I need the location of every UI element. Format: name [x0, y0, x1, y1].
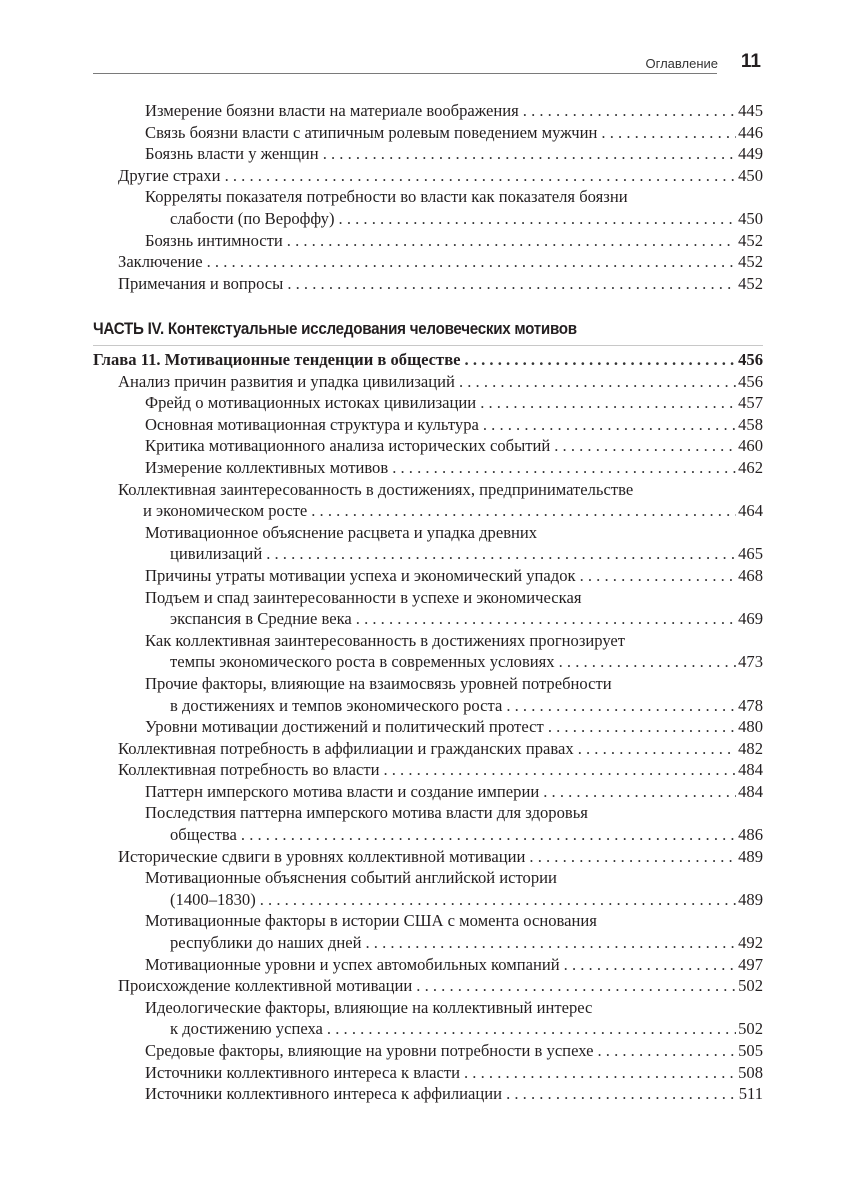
toc-entry-title: Глава 11. Мотивационные тенденции в обществе	[93, 350, 461, 369]
toc-entry-title: в достижениях и темпов экономического роста	[170, 695, 503, 715]
toc-entry-title: Мотивационные факторы в истории США с момента основания	[145, 911, 597, 931]
toc-entry-title: Измерение коллективных мотивов	[145, 457, 389, 477]
leader-dots	[225, 165, 737, 187]
toc-entry[interactable]	[93, 954, 763, 976]
leader-dots	[506, 695, 736, 717]
toc-entry-page: 457	[738, 393, 763, 413]
toc-entry-title: Исторические сдвиги в уровнях коллективной мотивации	[118, 846, 526, 866]
toc-entry-title: Идеологические факторы, влияющие на коллективный интерес	[145, 997, 593, 1017]
toc-entry-page: 502	[738, 1019, 763, 1039]
toc-entry[interactable]	[93, 414, 763, 436]
header-rule	[93, 73, 717, 74]
toc-entry-title: Коллективная потребность во власти	[118, 760, 380, 780]
toc-entry-page: 484	[738, 760, 763, 780]
toc-entry-page: 508	[738, 1062, 763, 1082]
toc-entry-page: 452	[738, 230, 763, 250]
leader-dots	[266, 543, 736, 565]
leader-dots	[207, 251, 736, 273]
toc-entry[interactable]	[93, 565, 763, 587]
toc-entry-title: Как коллективная заинтересованность в достижениях прогнозирует	[145, 630, 626, 650]
toc-entry-page: 469	[738, 609, 763, 629]
toc-entry[interactable]	[93, 186, 763, 229]
toc-entry-page: 468	[738, 565, 763, 585]
toc-entry-title: Фрейд о мотивационных истоках цивилизации	[145, 393, 477, 413]
toc-entry-title: Основная мотивационная структура и культура	[145, 414, 479, 434]
toc-entry[interactable]	[93, 100, 763, 122]
toc-entry-title: Заключение	[118, 252, 203, 272]
toc-entry-title: Корреляты показателя потребности во власти как показателя боязни	[145, 187, 628, 207]
leader-dots	[383, 759, 736, 781]
toc-entry-page: 484	[738, 781, 763, 801]
toc-entry-title: экспансия в Средние века	[170, 609, 352, 629]
toc-entry-page: 497	[738, 954, 763, 974]
page-number: 11	[740, 51, 761, 72]
toc-entry-title: Источники коллективного интереса к аффилиации	[145, 1084, 503, 1104]
toc-entry-page: 482	[738, 738, 763, 758]
toc-entry-title: цивилизаций	[170, 544, 263, 564]
toc-entry-title: Паттерн имперского мотива власти и создание империи	[145, 781, 540, 801]
leader-dots	[564, 954, 736, 976]
leader-dots	[339, 208, 737, 230]
toc-entry-title: Критика мотивационного анализа исторических событий	[145, 436, 551, 456]
toc-entry[interactable]	[93, 143, 763, 165]
toc-entry-page: 480	[738, 717, 763, 737]
toc-entry-page: 456	[738, 371, 763, 391]
leader-dots	[543, 781, 736, 803]
leader-dots	[365, 932, 736, 954]
toc-entry-page: 492	[738, 933, 763, 953]
toc-entry-title: республики до наших дней	[170, 933, 362, 953]
toc-entry-page: 511	[738, 1084, 763, 1104]
toc-entry-title: Боязнь интимности	[145, 230, 283, 250]
toc-entry[interactable]	[93, 251, 763, 273]
toc-entry-title: общества	[170, 825, 237, 845]
toc-entry[interactable]	[93, 997, 763, 1040]
toc-entry-page: 450	[738, 165, 763, 185]
toc-entry[interactable]	[93, 273, 763, 295]
toc-entry-page: 478	[738, 695, 763, 715]
toc-entry[interactable]	[93, 867, 763, 910]
leader-dots	[287, 273, 736, 295]
toc-entry-title: Другие страхи	[118, 165, 221, 185]
leader-dots	[580, 565, 737, 587]
toc-entry-title: Мотивационные уровни и успех автомобильных компаний	[145, 954, 560, 974]
leader-dots	[554, 435, 736, 457]
toc-entry-title: Мотивационное объяснение расцвета и упадка древних	[145, 522, 538, 542]
toc-entry[interactable]	[93, 587, 763, 630]
toc-entry-title: Примечания и вопросы	[118, 273, 284, 293]
toc-entry[interactable]	[93, 846, 763, 868]
leader-dots	[578, 738, 736, 760]
leader-dots	[523, 100, 736, 122]
toc-entry-page: 465	[738, 544, 763, 564]
leader-dots	[597, 1040, 736, 1062]
leader-dots	[480, 392, 736, 414]
toc-entry-title: Причины утраты мотивации успеха и экономический упадок	[145, 565, 576, 585]
toc-entry-title: Средовые факторы, влияющие на уровни потребности в успехе	[145, 1041, 594, 1060]
toc-entry-title: Мотивационные объяснения событий английской истории	[145, 868, 557, 888]
toc-entry[interactable]	[93, 1062, 763, 1084]
toc-entry-page: 450	[738, 208, 763, 228]
leader-dots	[241, 824, 736, 846]
part-heading: ЧАСТЬ IV. Контекстуальные исследования человеческих мотивов	[93, 320, 577, 338]
toc-entry-title: Источники коллективного интереса к власти	[145, 1062, 460, 1082]
toc-entry[interactable]	[93, 435, 763, 457]
toc-entry[interactable]	[93, 1040, 763, 1062]
toc-entry-page: 502	[738, 976, 763, 996]
toc-entry-page: 462	[738, 457, 763, 477]
toc-entry-title: (1400–1830)	[170, 889, 256, 909]
toc-entry[interactable]	[93, 392, 763, 414]
toc-entry[interactable]	[93, 522, 763, 565]
leader-dots	[416, 975, 736, 997]
leader-dots	[287, 230, 736, 252]
toc-entry-title: Связь боязни власти с атипичным ролевым поведением мужчин	[145, 122, 598, 142]
leader-dots	[356, 608, 736, 630]
toc-entry[interactable]	[93, 759, 763, 781]
toc-entry[interactable]	[93, 457, 763, 479]
toc-entry-title: слабости (по Вероффу)	[170, 208, 335, 228]
leader-dots	[260, 889, 736, 911]
toc-entry[interactable]	[93, 630, 763, 673]
toc-section-top	[93, 100, 763, 294]
toc-entry-page: 458	[738, 414, 763, 434]
toc-entry-page: 473	[738, 652, 763, 672]
leader-dots	[465, 349, 737, 371]
toc-entry-title: Уровни мотивации достижений и политический протест	[145, 717, 544, 737]
leader-dots	[327, 1018, 736, 1040]
leader-dots	[529, 846, 736, 868]
toc-entry[interactable]	[93, 673, 763, 716]
leader-dots	[459, 371, 736, 393]
toc-entry[interactable]	[93, 975, 763, 997]
toc-entry-title: Боязнь власти у женщин	[145, 144, 319, 164]
toc-entry[interactable]	[93, 165, 763, 187]
leader-dots	[483, 414, 736, 436]
leader-dots	[311, 500, 736, 522]
toc-entry[interactable]	[93, 122, 763, 144]
toc-entry-page: 456	[738, 350, 763, 369]
toc-entry-title: к достижению успеха	[170, 1019, 323, 1039]
leader-dots	[548, 716, 736, 738]
toc-entry[interactable]	[93, 781, 763, 803]
part-rule	[93, 345, 763, 346]
toc-entry-page: 486	[738, 825, 763, 845]
toc-entry-title: и экономическом росте	[143, 501, 308, 521]
toc-entry-title: Коллективная потребность в аффилиации и гражданских правах	[118, 738, 574, 758]
toc-entry-page: 446	[738, 122, 763, 142]
toc-entry-page: 505	[738, 1041, 763, 1060]
leader-dots	[392, 457, 736, 479]
leader-dots	[559, 651, 737, 673]
toc-entry-title: Последствия паттерна имперского мотива власти для здоровья	[145, 803, 588, 823]
toc-entry[interactable]	[93, 716, 763, 738]
leader-dots	[323, 143, 736, 165]
toc-entry-page: 445	[738, 101, 763, 120]
toc-entry-page: 452	[738, 273, 763, 293]
toc-entry-page: 452	[738, 252, 763, 272]
leader-dots	[601, 122, 736, 144]
toc-section-part-iv	[93, 349, 763, 1105]
toc-entry-title: Коллективная заинтересованность в достижениях, предпринимательстве	[118, 479, 634, 499]
toc-entry-page: 449	[738, 144, 763, 164]
toc-entry-title: Прочие факторы, влияющие на взаимосвязь уровней потребности	[145, 673, 612, 693]
toc-entry[interactable]	[93, 738, 763, 760]
toc-entry-title: Анализ причин развития и упадка цивилизаций	[118, 371, 455, 391]
toc-entry-page: 464	[738, 501, 763, 521]
toc-entry-page: 489	[738, 889, 763, 909]
leader-dots	[506, 1083, 737, 1105]
toc-entry[interactable]	[93, 230, 763, 252]
toc-entry[interactable]	[93, 371, 763, 393]
toc-entry-page: 460	[738, 436, 763, 456]
leader-dots	[464, 1062, 736, 1084]
toc-entry[interactable]	[93, 802, 763, 845]
toc-entry[interactable]	[93, 1083, 763, 1105]
toc-entry-title: Происхождение коллективной мотивации	[118, 976, 413, 996]
toc-entry-title: темпы экономического роста в современных условиях	[170, 652, 555, 672]
toc-entry-title: Подъем и спад заинтересованности в успехе и экономическая	[145, 587, 582, 607]
toc-entry-page: 489	[738, 846, 763, 866]
toc-entry[interactable]	[93, 910, 763, 953]
toc-chapter-entry[interactable]	[93, 349, 763, 371]
toc-entry[interactable]	[93, 479, 763, 522]
running-header-title: Оглавление	[645, 56, 718, 71]
toc-entry-title: Измерение боязни власти на материале воображения	[145, 101, 519, 120]
running-header	[93, 50, 763, 80]
